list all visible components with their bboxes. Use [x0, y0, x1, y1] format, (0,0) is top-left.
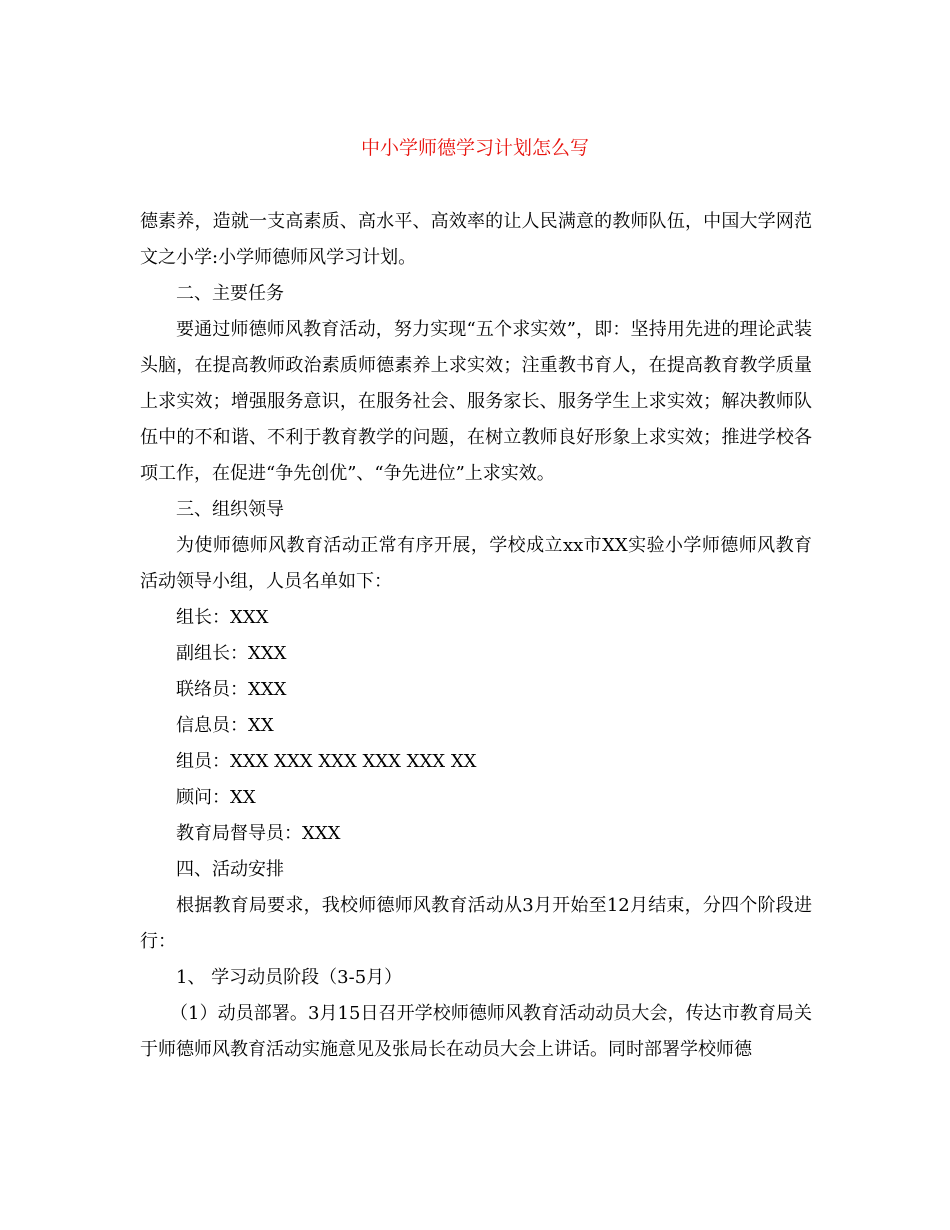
paragraph-activities: 根据教育局要求，我校师德师风教育活动从3月开始至12月结束，分四个阶段进行： — [140, 895, 812, 952]
paragraph-organization: 为使师德师风教育活动正常有序开展，学校成立xx市XX实验小学师德师风教育活动领导小组，人员名单如下： — [140, 535, 812, 592]
member-advisor: 顾问：XX — [176, 787, 256, 808]
member-deputy-leader: 副组长：XXX — [176, 643, 287, 664]
member-info-officer: 信息员：XX — [176, 715, 274, 736]
paragraph-continuation: 德素养，造就一支高素质、高水平、高效率的让人民满意的教师队伍，中国大学网范文之小学:小学师德师风学习计划。 — [140, 211, 812, 268]
member-supervisor: 教育局督导员：XXX — [176, 823, 341, 844]
section-heading-main-tasks: 二、主要任务 — [176, 283, 284, 304]
document-body — [140, 204, 812, 1068]
paragraph-main-tasks: 要通过师德师风教育活动，努力实现“五个求实效”，即：坚持用先进的理论武装头脑，在提高教师政治素质师德素养上求实效；注重教书育人，在提高教育教学质量上求实效；增强服务意识，在服务社会、服务家长、服务学生上求实效；解决教师队伍中的不和谐、不利于教育教学的问题，在树立教师良好形象上求实效；推进学校各项工作，在促进“争先创优”、“争先进位”上求实效。 — [140, 319, 812, 484]
section-heading-activities: 四、活动安排 — [176, 859, 284, 880]
member-leader: 组长：XXX — [176, 607, 269, 628]
member-liaison: 联络员：XXX — [176, 679, 287, 700]
member-members: 组员：XXX XXX XXX XXX XXX XX — [176, 751, 477, 772]
document-title: 中小学师德学习计划怎么写 — [360, 137, 589, 159]
stage-heading-1: 1、 学习动员阶段（3-5月） — [176, 967, 403, 988]
paragraph-stage-1: （1）动员部署。3月15日召开学校师德师风教育活动动员大会，传达市教育局关于师德师风教育活动实施意见及张局长在动员大会上讲话。同时部署学校师德 — [140, 1003, 812, 1060]
section-heading-organization: 三、组织领导 — [176, 499, 284, 520]
